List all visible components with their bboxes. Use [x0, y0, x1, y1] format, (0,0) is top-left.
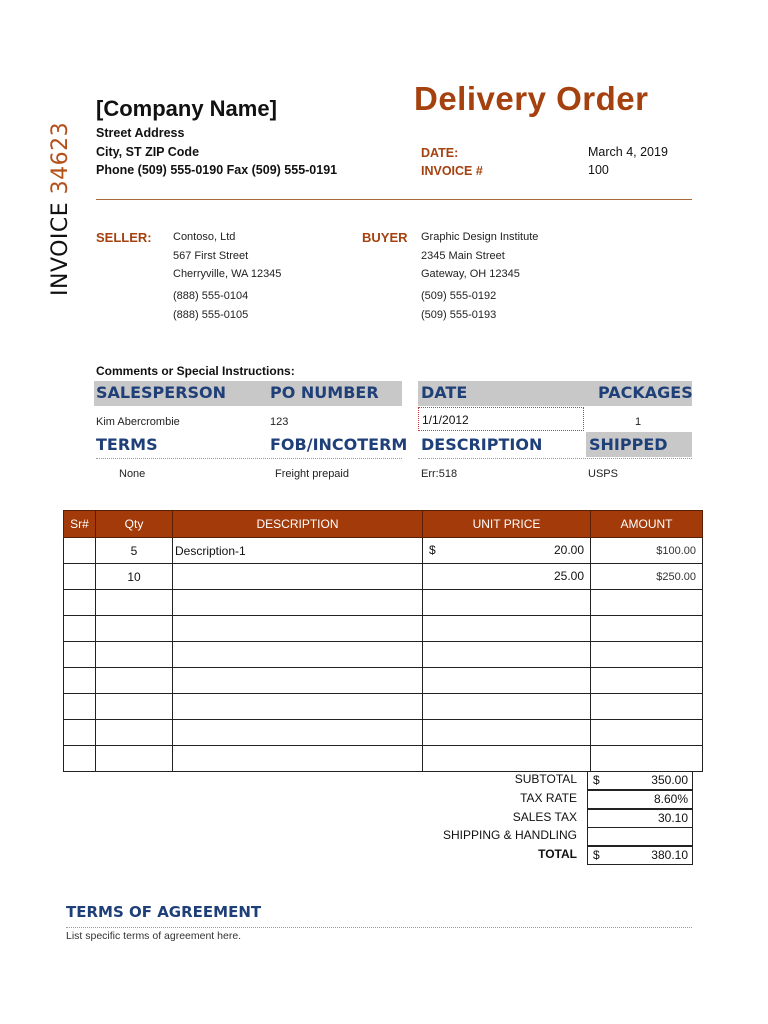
row-amount-cell: [591, 694, 703, 720]
shipped-value: USPS: [588, 468, 618, 480]
row-amount-cell: [591, 668, 703, 694]
row-currency: $: [429, 543, 436, 557]
shipping-box[interactable]: [587, 827, 693, 846]
company-phone-fax: Phone (509) 555-0190 Fax (509) 555-0191: [96, 163, 338, 177]
row-amount: $250.00: [656, 570, 696, 583]
row-unit-price-cell[interactable]: [423, 642, 591, 668]
invoice-number-label: INVOICE #: [421, 164, 483, 178]
row-unit-price-cell[interactable]: [423, 694, 591, 720]
description-value: Err:518: [421, 468, 458, 480]
table-row: [64, 694, 703, 720]
subtotal-currency: $: [593, 773, 600, 787]
po-number-header: PO NUMBER: [270, 383, 379, 402]
row-sr-cell[interactable]: [64, 694, 96, 720]
table-row: [64, 668, 703, 694]
seller-phone-2: (888) 555-0105: [173, 309, 249, 321]
row-sr-cell[interactable]: [64, 668, 96, 694]
tax-rate-value: 8.60%: [653, 792, 688, 806]
row-amount-cell: [591, 616, 703, 642]
subtotal-value: 350.00: [651, 773, 688, 787]
row-qty-cell[interactable]: [96, 668, 173, 694]
order-date-field[interactable]: [418, 407, 584, 431]
row-amount-cell: [591, 642, 703, 668]
row-qty-cell[interactable]: [96, 616, 173, 642]
row-unit-price-cell[interactable]: [423, 538, 591, 564]
row-description-cell[interactable]: [173, 720, 423, 746]
invoice-side-label: [48, 122, 73, 296]
company-name: [Company Name]: [96, 96, 277, 121]
row-sr-cell[interactable]: [64, 720, 96, 746]
items-header-row: [64, 511, 703, 538]
buyer-label: BUYER: [362, 230, 408, 245]
row-sr-cell[interactable]: [64, 642, 96, 668]
row-description-cell[interactable]: [173, 616, 423, 642]
col-unit-price: UNIT PRICE: [423, 511, 591, 538]
total-currency: $: [593, 848, 600, 862]
page-title: Delivery Order: [414, 80, 649, 117]
row-description-cell[interactable]: [173, 564, 423, 590]
row-unit-price-cell[interactable]: [423, 590, 591, 616]
row-unit-price-cell[interactable]: [423, 720, 591, 746]
tax-rate-box[interactable]: [587, 790, 693, 809]
row-description-cell[interactable]: [173, 642, 423, 668]
dotted-separator-right: [418, 458, 692, 459]
total-box: [587, 846, 693, 865]
table-row: [64, 616, 703, 642]
row-unit-price-cell[interactable]: [423, 668, 591, 694]
sales-tax-value: 30.10: [657, 811, 688, 825]
row-qty-cell[interactable]: [96, 746, 173, 772]
col-amount: AMOUNT: [591, 511, 703, 538]
dotted-separator-left: [96, 458, 402, 459]
buyer-city: Gateway, OH 12345: [421, 268, 520, 280]
row-amount: $100.00: [656, 544, 696, 557]
row-sr-cell[interactable]: [64, 590, 96, 616]
table-row: [64, 538, 703, 564]
row-amount-cell: [591, 746, 703, 772]
tax-rate-label: TAX RATE: [520, 791, 577, 805]
sales-tax-label: SALES TAX: [512, 810, 577, 824]
items-table: [63, 510, 703, 772]
table-row: [64, 564, 703, 590]
seller-name: Contoso, Ltd: [173, 231, 236, 243]
seller-city: Cherryville, WA 12345: [173, 268, 282, 280]
packages-header: PACKAGES: [598, 383, 693, 402]
table-row: [64, 746, 703, 772]
row-sr-cell[interactable]: [64, 538, 96, 564]
buyer-phone-1: (509) 555-0192: [421, 290, 497, 302]
total-label: TOTAL: [538, 847, 577, 861]
fob-header: FOB/INCOTERM: [270, 435, 408, 454]
row-qty-cell[interactable]: [96, 642, 173, 668]
row-qty-cell[interactable]: [96, 590, 173, 616]
col-description: DESCRIPTION: [173, 511, 423, 538]
row-amount-cell: [591, 538, 703, 564]
seller-phone-1: (888) 555-0104: [173, 290, 249, 302]
row-unit-price: 20.00: [553, 543, 584, 557]
shipping-label: SHIPPING & HANDLING: [442, 828, 577, 842]
row-qty: 10: [127, 569, 141, 584]
description-header: DESCRIPTION: [421, 435, 543, 454]
row-sr-cell[interactable]: [64, 616, 96, 642]
seller-label: SELLER:: [96, 230, 152, 245]
row-amount-cell: [591, 720, 703, 746]
shipped-header: SHIPPED: [589, 435, 668, 454]
row-unit-price-cell[interactable]: [423, 746, 591, 772]
row-qty-cell[interactable]: [96, 720, 173, 746]
row-qty: 5: [130, 543, 138, 558]
sales-tax-box: [587, 809, 693, 828]
row-amount-cell: [591, 590, 703, 616]
buyer-name: Graphic Design Institute: [421, 231, 539, 243]
table-row: [64, 642, 703, 668]
date-value: March 4, 2019: [588, 145, 668, 159]
row-unit-price: 25.00: [553, 569, 584, 583]
date-label: DATE:: [421, 146, 459, 160]
table-row: [64, 720, 703, 746]
invoice-number-value: 100: [588, 163, 609, 177]
terms-divider: [66, 927, 692, 928]
buyer-street: 2345 Main Street: [421, 250, 505, 262]
row-description-cell[interactable]: [173, 538, 423, 564]
row-qty-cell[interactable]: [96, 564, 173, 590]
subtotal-box: [587, 771, 693, 790]
packages-value: 1: [635, 416, 642, 428]
row-description: Description-1: [175, 543, 246, 558]
row-qty-cell[interactable]: [96, 694, 173, 720]
company-street: Street Address: [96, 126, 185, 140]
row-unit-price-cell[interactable]: [423, 564, 591, 590]
seller-street: 567 First Street: [173, 250, 249, 262]
invoice-side-number: 34623: [48, 121, 73, 195]
company-city: City, ST ZIP Code: [96, 145, 200, 159]
col-sr: Sr#: [64, 511, 96, 538]
header-divider: [96, 199, 692, 200]
terms-value: None: [119, 468, 146, 480]
table-row: [64, 590, 703, 616]
terms-of-agreement-title: TERMS OF AGREEMENT: [66, 903, 262, 921]
total-value: 380.10: [651, 848, 688, 862]
po-number-value: 123: [270, 416, 289, 428]
order-date-header: DATE: [421, 383, 468, 402]
comments-label: Comments or Special Instructions:: [96, 364, 295, 378]
salesperson-header: SALESPERSON: [96, 383, 227, 402]
row-amount-cell: [591, 564, 703, 590]
fob-value: Freight prepaid: [275, 468, 349, 480]
row-sr-cell[interactable]: [64, 746, 96, 772]
row-description-cell[interactable]: [173, 590, 423, 616]
row-sr-cell[interactable]: [64, 564, 96, 590]
row-description-cell[interactable]: [173, 668, 423, 694]
subtotal-label: SUBTOTAL: [514, 772, 577, 786]
row-description-cell[interactable]: [173, 694, 423, 720]
row-description-cell[interactable]: [173, 746, 423, 772]
order-date-value: 1/1/2012: [422, 413, 469, 427]
terms-header: TERMS: [96, 435, 158, 454]
row-qty-cell[interactable]: [96, 538, 173, 564]
buyer-phone-2: (509) 555-0193: [421, 309, 497, 321]
col-qty: Qty: [96, 511, 173, 538]
terms-text: List specific terms of agreement here.: [66, 930, 242, 942]
invoice-side-prefix: INVOICE: [48, 194, 73, 296]
row-unit-price-cell[interactable]: [423, 616, 591, 642]
salesperson-value: Kim Abercrombie: [96, 416, 180, 428]
